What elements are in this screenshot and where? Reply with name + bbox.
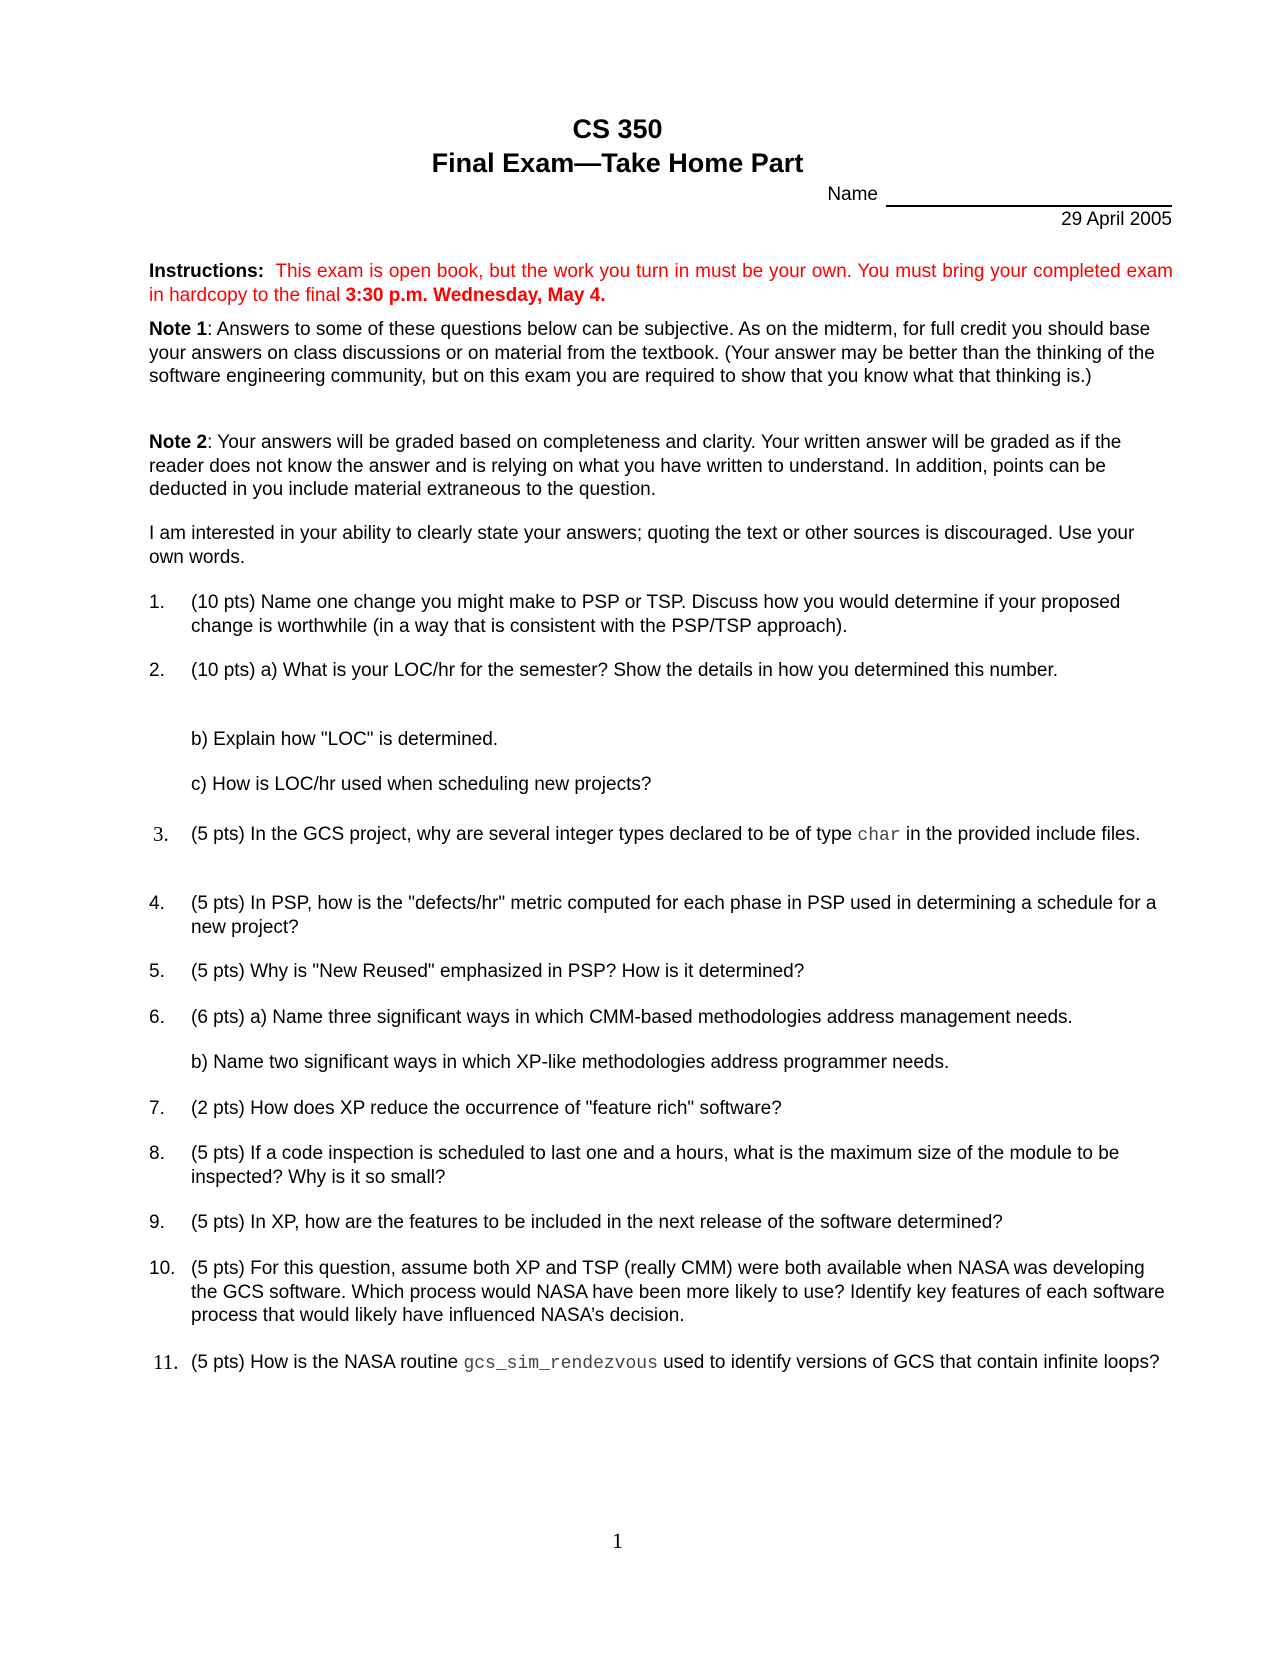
question-6 (149, 1006, 1173, 1030)
question-text-end: in the provided include files. (900, 824, 1141, 845)
question-number: 11. (153, 1350, 179, 1374)
instructions (149, 260, 1173, 307)
question-text: (5 pts) In XP, how are the features to be included in the next release of the software determined? (191, 1212, 1003, 1233)
question-number: 4. (149, 893, 165, 914)
question-1 (149, 591, 1173, 638)
question-text: (5 pts) If a code inspection is scheduled to last one and a hours, what is the maximum size of the module to be inspected? Why is it so small? (191, 1143, 1120, 1188)
question-4 (149, 892, 1173, 939)
name-field (827, 183, 1172, 207)
question-number: 8. (149, 1143, 165, 1164)
note-2 (149, 431, 1173, 502)
exam-date: 29 April 2005 (1061, 209, 1172, 230)
page-number: 1 (612, 1528, 623, 1553)
question-7 (149, 1097, 1173, 1121)
question-2-part-b: b) Explain how "LOC" is determined. (191, 729, 499, 750)
question-number: 5. (149, 961, 165, 982)
interest-statement: I am interested in your ability to clearly state your answers; quoting the text or other sources is discouraged. Use your own words. (149, 523, 1135, 568)
question-number: 6. (149, 1007, 165, 1028)
question-2-part-c: c) How is LOC/hr used when scheduling new projects? (191, 774, 652, 795)
question-text: (5 pts) Why is "New Reused" emphasized in PSP? How is it determined? (191, 961, 805, 982)
instructions-label: Instructions: (149, 261, 265, 282)
question-number: 3. (153, 822, 169, 846)
name-label: Name (827, 184, 878, 205)
note-1-text: : Answers to some of these questions below can be subjective. As on the midterm, for full credit you should base your answers on class discussions or on material from the textbook. (Your answer may be better than the thinking of the software engineering community, but on this exam you are required to show that you know what that thinking is.) (149, 319, 1155, 387)
note-2-label: Note 2 (149, 432, 208, 453)
question-text: (2 pts) How does XP reduce the occurrence of "feature rich" software? (191, 1098, 782, 1119)
question-number: 7. (149, 1098, 165, 1119)
question-text: (6 pts) a) Name three significant ways in which CMM-based methodologies address management needs. (191, 1007, 1073, 1028)
question-11 (149, 1351, 1173, 1377)
question-text: (5 pts) In PSP, how is the "defects/hr" metric computed for each phase in PSP used in determining a schedule for a new project? (191, 893, 1157, 938)
instructions-deadline: 3:30 p.m. Wednesday, May 4. (345, 284, 606, 306)
note-1 (149, 318, 1173, 389)
question-5 (149, 960, 1173, 984)
exam-title: Final Exam—Take Home Part (431, 148, 804, 178)
question-8 (149, 1142, 1173, 1189)
question-3 (149, 823, 1173, 849)
question-number: 2. (149, 660, 165, 681)
course-title: CS 350 (572, 114, 663, 144)
name-blank-line (886, 185, 1172, 207)
question-10 (149, 1257, 1173, 1328)
question-6-part-b: b) Name two significant ways in which XP-like methodologies address programmer needs. (191, 1052, 950, 1073)
question-text (191, 823, 1173, 849)
question-number: 10. (149, 1258, 176, 1279)
question-text: (10 pts) Name one change you might make to PSP or TSP. Discuss how you would determine if your proposed change is worthwhile (in a way that is consistent with the PSP/TSP approach). (191, 592, 1121, 637)
question-text: (10 pts) a) What is your LOC/hr for the semester? Show the details in how you determined this number. (191, 660, 1059, 681)
question-text-start: (5 pts) How is the NASA routine (191, 1352, 464, 1373)
code-gcs-sim-rendezvous: gcs_sim_rendezvous (463, 1354, 658, 1374)
question-number: 9. (149, 1212, 165, 1233)
question-number: 1. (149, 592, 165, 613)
instructions-text: This exam is open book, but the work you turn in must be your own. You must bring your completed exam in hardcopy to the final (149, 261, 1173, 306)
question-text (191, 1351, 1173, 1377)
code-char: char (857, 826, 901, 846)
question-text: (5 pts) For this question, assume both XP and TSP (really CMM) were both available when NASA was developing the GCS software. Which process would NASA have been more likely to use? Identify key features of each software process that would likely have influenced NASA’s decision. (191, 1258, 1165, 1326)
question-9 (149, 1211, 1173, 1235)
note-1-label: Note 1 (149, 319, 208, 340)
question-text-end: used to identify versions of GCS that contain infinite loops? (657, 1352, 1160, 1373)
question-text-start: (5 pts) In the GCS project, why are several integer types declared to be of type (191, 824, 858, 845)
question-2 (149, 659, 1173, 683)
note-2-text: : Your answers will be graded based on completeness and clarity. Your written answer will be graded as if the reader does not know the answer and is relying on what you have written to understand. In addition, points can be deducted in you include material extraneous to the question. (149, 432, 1122, 500)
